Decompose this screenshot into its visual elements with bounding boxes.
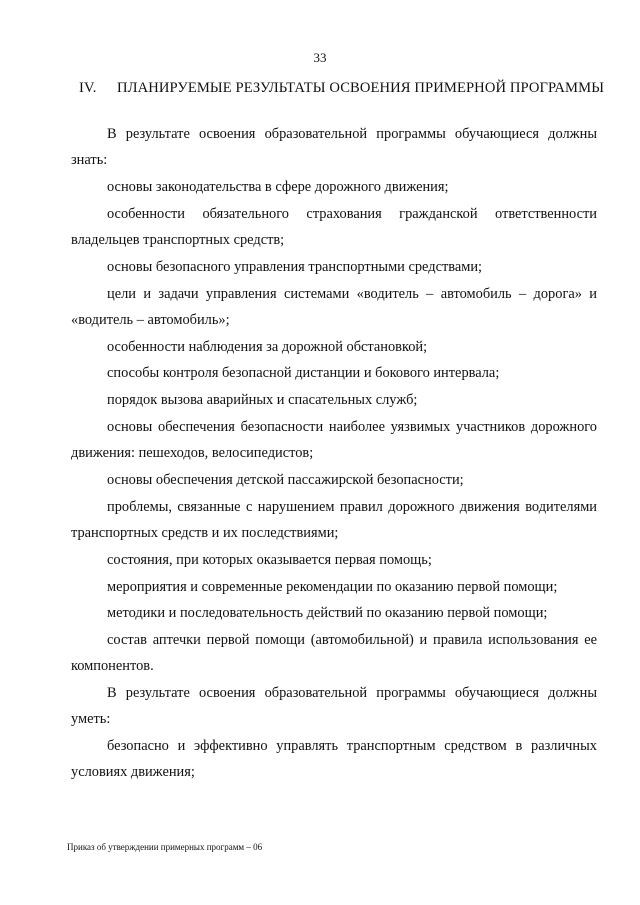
body-line: цели и задачи управления системами «водитель – автомобиль – дорога» и: [107, 286, 597, 302]
body-line: особенности наблюдения за дорожной обстановкой;: [107, 339, 428, 355]
section-number: IV.: [79, 80, 97, 96]
body-line: условиях движения;: [71, 764, 195, 780]
body-line: знать:: [71, 152, 108, 168]
body-line: состав аптечки первой помощи (автомобильной) и правила использования ее: [107, 632, 597, 648]
body-line: уметь:: [71, 711, 111, 727]
page-number: 33: [313, 50, 327, 65]
body-line: транспортных средств и их последствиями;: [71, 525, 339, 541]
body-line: основы обеспечения детской пассажирской безопасности;: [107, 472, 464, 488]
body-line: основы безопасного управления транспортными средствами;: [107, 259, 483, 275]
body-line: состояния, при которых оказывается первая помощь;: [107, 552, 432, 568]
body-line: методики и последовательность действий по оказанию первой помощи;: [107, 605, 548, 621]
body-line: проблемы, связанные с нарушением правил дорожного движения водителями: [107, 499, 597, 515]
body-line: безопасно и эффективно управлять транспортным средством в различных: [107, 738, 597, 754]
body-line: В результате освоения образовательной программы обучающиеся должны: [107, 685, 597, 701]
body-line: владельцев транспортных средств;: [71, 232, 285, 248]
body-line: способы контроля безопасной дистанции и бокового интервала;: [107, 365, 500, 381]
body-line: «водитель – автомобиль»;: [71, 312, 230, 328]
section-title: ПЛАНИРУЕМЫЕ РЕЗУЛЬТАТЫ ОСВОЕНИЯ ПРИМЕРНОЙ ПРОГРАММЫ: [117, 80, 605, 96]
page-footer: Приказ об утверждении примерных программ – 06: [67, 842, 263, 852]
section-heading: [79, 80, 605, 97]
body-line: В результате освоения образовательной программы обучающиеся должны: [107, 126, 597, 142]
body-line: основы законодательства в сфере дорожного движения;: [107, 179, 449, 195]
body-line: порядок вызова аварийных и спасательных служб;: [107, 392, 418, 408]
body-line: мероприятия и современные рекомендации по оказанию первой помощи;: [107, 579, 558, 595]
body-line: компонентов.: [71, 658, 154, 674]
body-line: основы обеспечения безопасности наиболее уязвимых участников дорожного: [107, 419, 597, 435]
body-line: особенности обязательного страхования гражданской ответственности: [107, 206, 597, 222]
body-line: движения: пешеходов, велосипедистов;: [71, 445, 314, 461]
